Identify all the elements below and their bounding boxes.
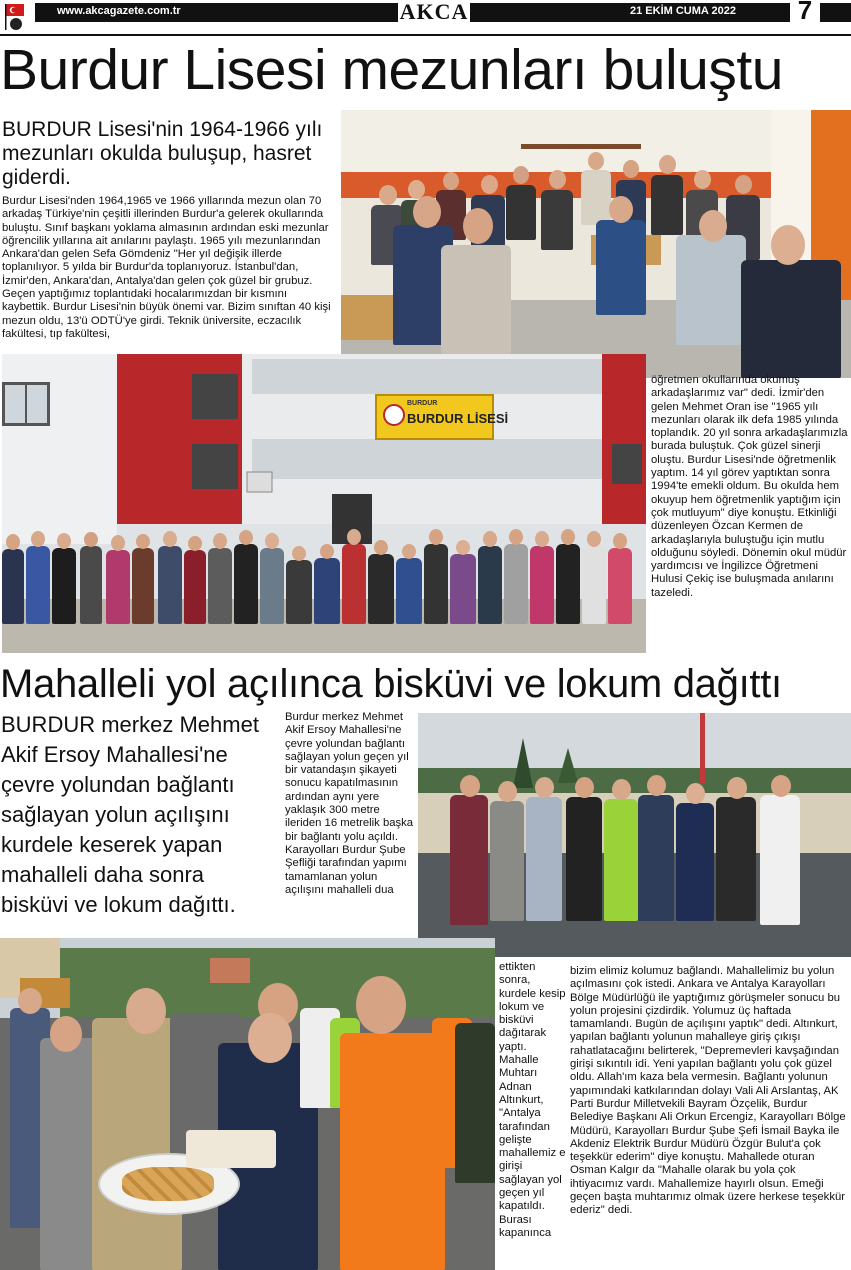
issue-date: 21 EKİM CUMA 2022	[630, 5, 736, 17]
school-sign	[375, 394, 509, 440]
school-sign-small: BURDUR	[407, 400, 438, 407]
school-emblem-icon	[383, 404, 405, 426]
lokum-box	[186, 1130, 276, 1168]
story2-body-col3: bizim elimiz kolumuz bağlandı. Mahallelimiz bu yolun açılmasını çok istedi. Ankara ve Antalya Karayolları Bölge Müdürlüğü ile yaptığımız görüşmeler sonucu bu yolun projesini çizdirdik. Yolumuz üç haftada tamamlandı. Bugün de açılışını yaptık" dedi. Altınkurt, yapılan bağlantı yolunun mahalleye giriş çıkışı rahatlatacağını belirterek, "Depremevleri kavşağından girişi sıkıntılı idi. Yeni yapılan bağlantı yolu çok güzel oldu. Allah'ım kaza bela vermesin. Bağlantı yolunun yapımındaki katkılarından dolayı Vali Ali Arslantaş, AK Parti Burdur Milletvekili Bayram Özçelik, Burdur Belediye Başkanı Ali Orkun Ercengiz, Karayolları Bölge Müdürü, Karayolları Burdur Şube Şefi İsmail Bayka ile Akdeniz Elektrik Burdur Müdürü Özgür Bulut'a çok teşekkür ederim" diye konuştu. Mahallede oturan Osman Kalgır da "Mahalle olarak bu yola çok ihtiyacımız vardı. Mahallemize hayırlı olsun. Emeği geçen başta muhtarımız olmak üzere herkese teşekkür ederiz" dedi.	[570, 965, 846, 1217]
page-number: 7	[790, 0, 820, 24]
classroom-photo	[341, 110, 851, 378]
header-rule	[0, 34, 851, 36]
story2-lead: BURDUR merkez Mehmet Akif Ersoy Mahallesi'ne çevre yolundan bağlantı sağlayan yolun açılışını kurdele keserek yapan mahalleli daha sonra bisküvi ve lokum dağıttı.	[1, 712, 259, 917]
site-url[interactable]: www.akcagazete.com.tr	[57, 5, 181, 17]
story2-body-col2: ettikten sonra, kurdele kesip lokum ve bisküvi dağıtarak yaptı. Mahalle Muhtarı Adnan Altınkurt, "Antalya tarafından gelişte mahallemiz e girişi sağlayan yol geçen yıl kapatıldı. Burası kapanınca	[499, 961, 566, 1239]
story2-body-col1: Burdur merkez Mehmet Akif Ersoy Mahallesi'ne çevre yolundan bağlantı sağlayan yolun geçen yıl bir vatandaşın şikayeti sonucu kapatılmasının ardından aynı yere yaklaşık 300 metre ileriden 16 metrelik başka bir bağlantı yolu açıldı. Karayolları Burdur Şube Şefliği tarafından yapımı tamamlanan yolun açılışını mahalleli dua	[285, 711, 414, 896]
flag-icon	[4, 2, 28, 32]
crowd	[2, 524, 646, 624]
newspaper-logo: AKCA	[399, 0, 469, 24]
school-sign-text: BURDUR LİSESİ	[407, 411, 509, 426]
story1-body-col2: öğretmen okullarında okumuş arkadaşlarımız var" dedi. İzmir'den gelen Mehmet Oran ise "1965 yılı mezunları olarak ilk defa 1985 yılında toplandık. 20 yıl sonra arkadaşlarımızla burada buluştuk. Çok güzel sinerji oluştu. Burdur Lisesi'nde öğretmenlik yaptım. 14 yıl görev yaptıktan sonra 1994'te emekli oldum. Bu okulda hem okuyup hem öğretmenlik yaptığım için çok mutluyum" diye konuştu. Etkinliği düzenleyen Özcan Kermen de arkadaşlarıyla buluştuğu için mutlu olduğunu söyledi. Dönemin okul müdür yardımcısı ve İngilizce Öğretmeni Hulusi Çekiç ise buluşmada anılarını tazeledi.	[651, 374, 848, 599]
story1-headline: Burdur Lisesi mezunları buluştu	[0, 38, 783, 102]
biscuits	[122, 1167, 214, 1201]
story2-headline: Mahalleli yol açılınca bisküvi ve lokum dağıttı	[0, 662, 782, 706]
story1-body-col1: Burdur Lisesi'nden 1964,1965 ve 1966 yıllarında mezun olan 70 arkadaş Türkiye'nin çeşitli illerinden Burdur'a gelerek okullarında buluştu. Sınıf başkanı yoklama almasının ardından eski mezunlar öğrencilik yıllarına ait anılarını paylaştı. 1965 yılı mezunlarından Ankara'dan gelen Sefa Gömdeniz "Her yıl değişik illerde toplanılıyor. 5 yılda bir Burdur'da toplanıyoruz. İstanbul'dan, İzmir'den, Ankara'dan, Antalya'dan gelen çok güzel bir grubuz. Geçen yaptığımız toplantıdaki hocalarımızdan bir kısmını kaybettik. Burdur Lisesi'nin büyük önemi var. Bizim sınıftan 40 kişi mezun oldu, 13'ü ODTÜ'ye girdi. Teknik üniversite, eczacılık fakültesi, tıp fakültesi,	[2, 195, 331, 340]
page-header	[0, 0, 851, 36]
officials-photo	[418, 713, 851, 957]
school-group-photo	[2, 354, 646, 653]
story1-lead: BURDUR Lisesi'nin 1964-1966 yılı mezunları okulda buluşup, hasret giderdi.	[2, 118, 323, 189]
biscuit-photo	[0, 938, 495, 1270]
